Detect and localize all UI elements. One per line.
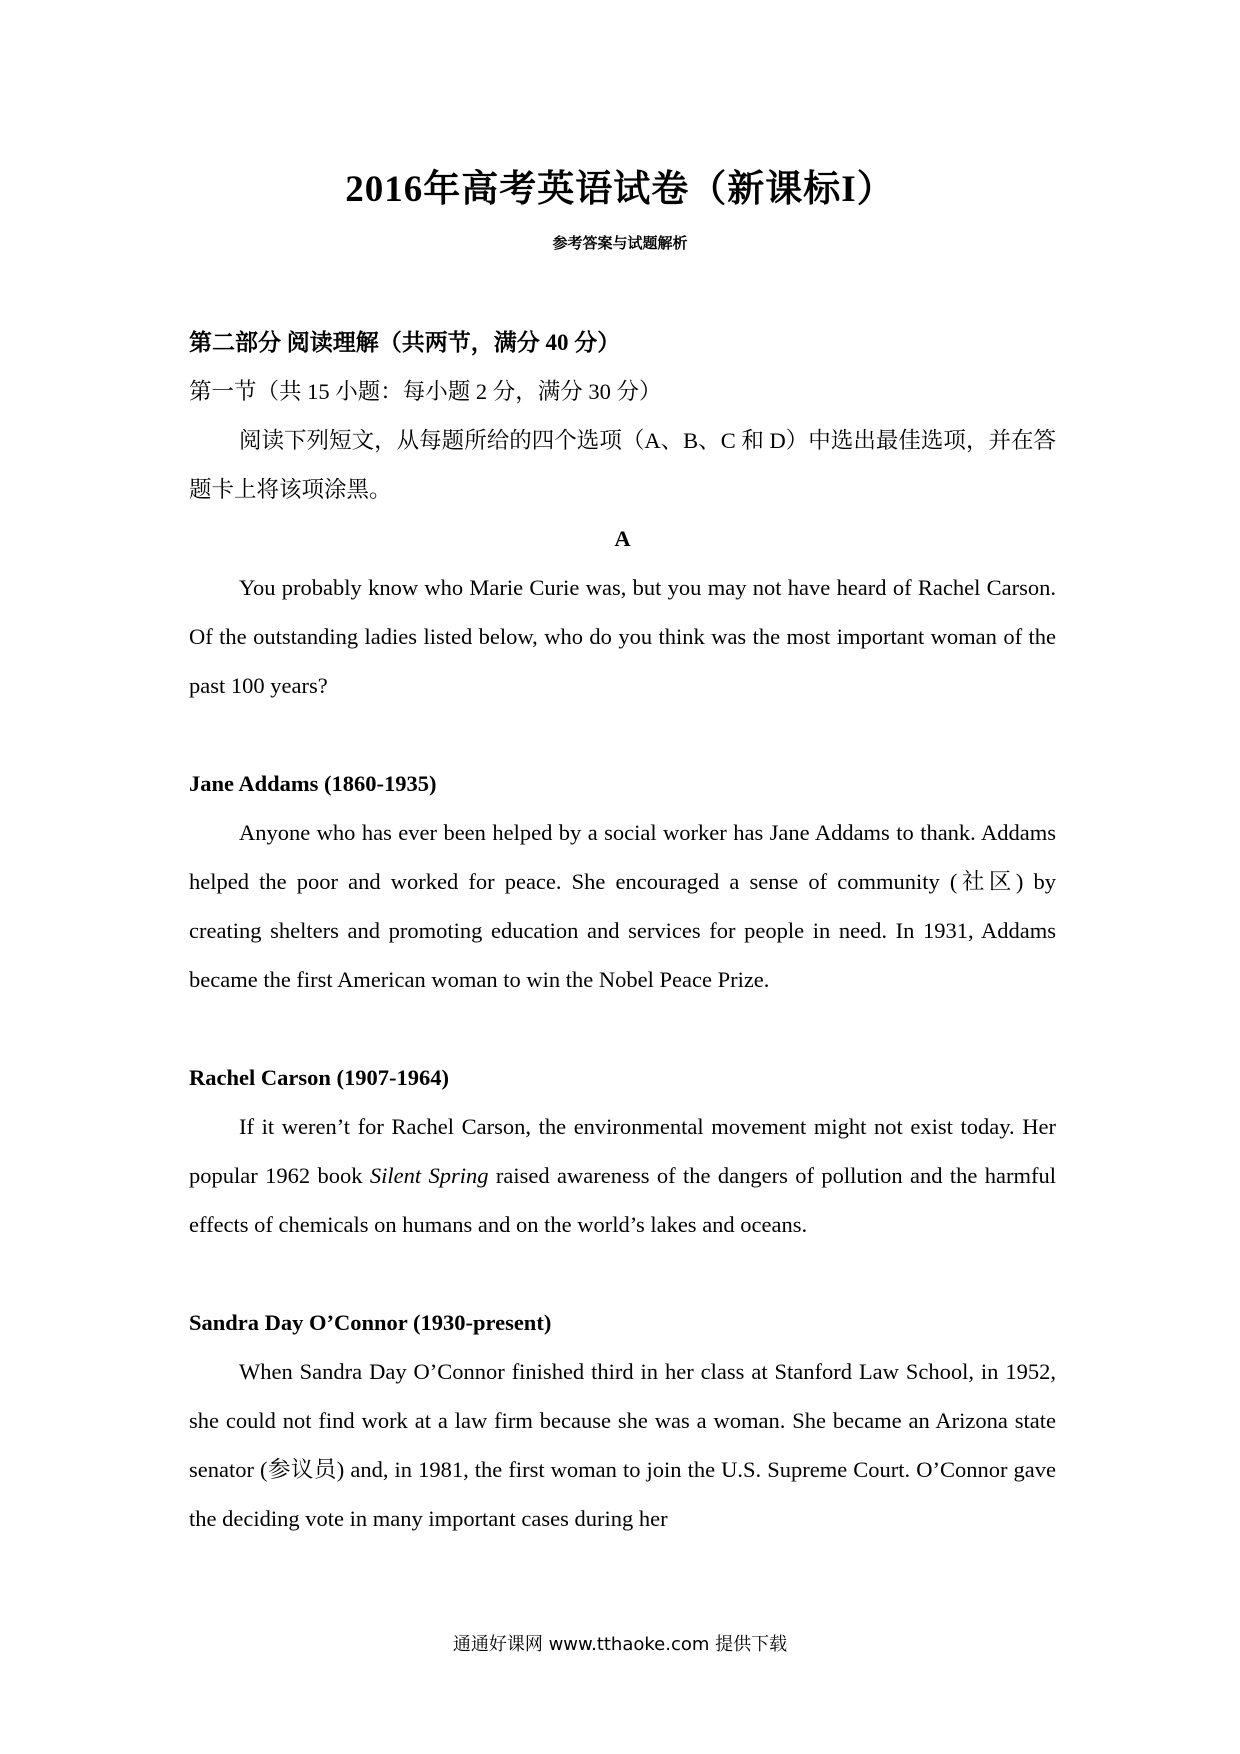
carson-text-before: If it weren’t for Rachel Carson, the environmental movement might not exist today. Her popular 1962 book (189, 1114, 1056, 1188)
person-text-carson (189, 1102, 1056, 1249)
person-heading-carson: Rachel Carson (1907-1964) (189, 1065, 449, 1090)
page-footer: 通通好课网 www.tthaoke.com 提供下载 (452, 1634, 788, 1655)
document-content (189, 318, 1056, 1543)
book-title: Silent Spring (369, 1163, 489, 1188)
section-sub-heading: 第一节（共 15 小题：每小题 2 分，满分 30 分） (189, 379, 662, 404)
document-title: 2016年高考英语试卷（新课标I） (345, 169, 895, 210)
person-heading-oconnor: Sandra Day O’Connor (1930-present) (189, 1310, 552, 1335)
section-instruction: 阅读下列短文，从每题所给的四个选项（A、B、C 和 D）中选出最佳选项，并在答题卡上将该项涂黑。 (189, 428, 1056, 502)
document-subtitle: 参考答案与试题解析 (552, 236, 688, 252)
passage-intro: You probably know who Marie Curie was, but you may not have heard of Rachel Carson. Of the outstanding ladies listed below, who do you think was the most important woman of the past 100 years? (189, 575, 1056, 698)
section-heading: 第二部分 阅读理解（共两节，满分 40 分） (189, 330, 621, 355)
person-text-addams: Anyone who has ever been helped by a social worker has Jane Addams to thank. Addams helped the poor and worked for peace. She encouraged a sense of community (社区) by creating shelters and promoting education and services for people in need. In 1931, Addams became the first American woman to win the Nobel Peace Prize. (189, 820, 1056, 992)
person-text-oconnor: When Sandra Day O’Connor finished third in her class at Stanford Law School, in 1952, she could not find work at a law firm because she was a woman. She became an Arizona state senator (参议员) and, in 1981, the first woman to join the U.S. Supreme Court. O’Connor gave the deciding vote in many important cases during her (189, 1359, 1056, 1531)
carson-text-after: raised awareness of the dangers of pollution and the harmful effects of chemicals on humans and on the world’s lakes and oceans. (189, 1163, 1057, 1237)
person-heading-addams: Jane Addams (1860-1935) (189, 771, 437, 796)
passage-label: A (614, 526, 631, 551)
